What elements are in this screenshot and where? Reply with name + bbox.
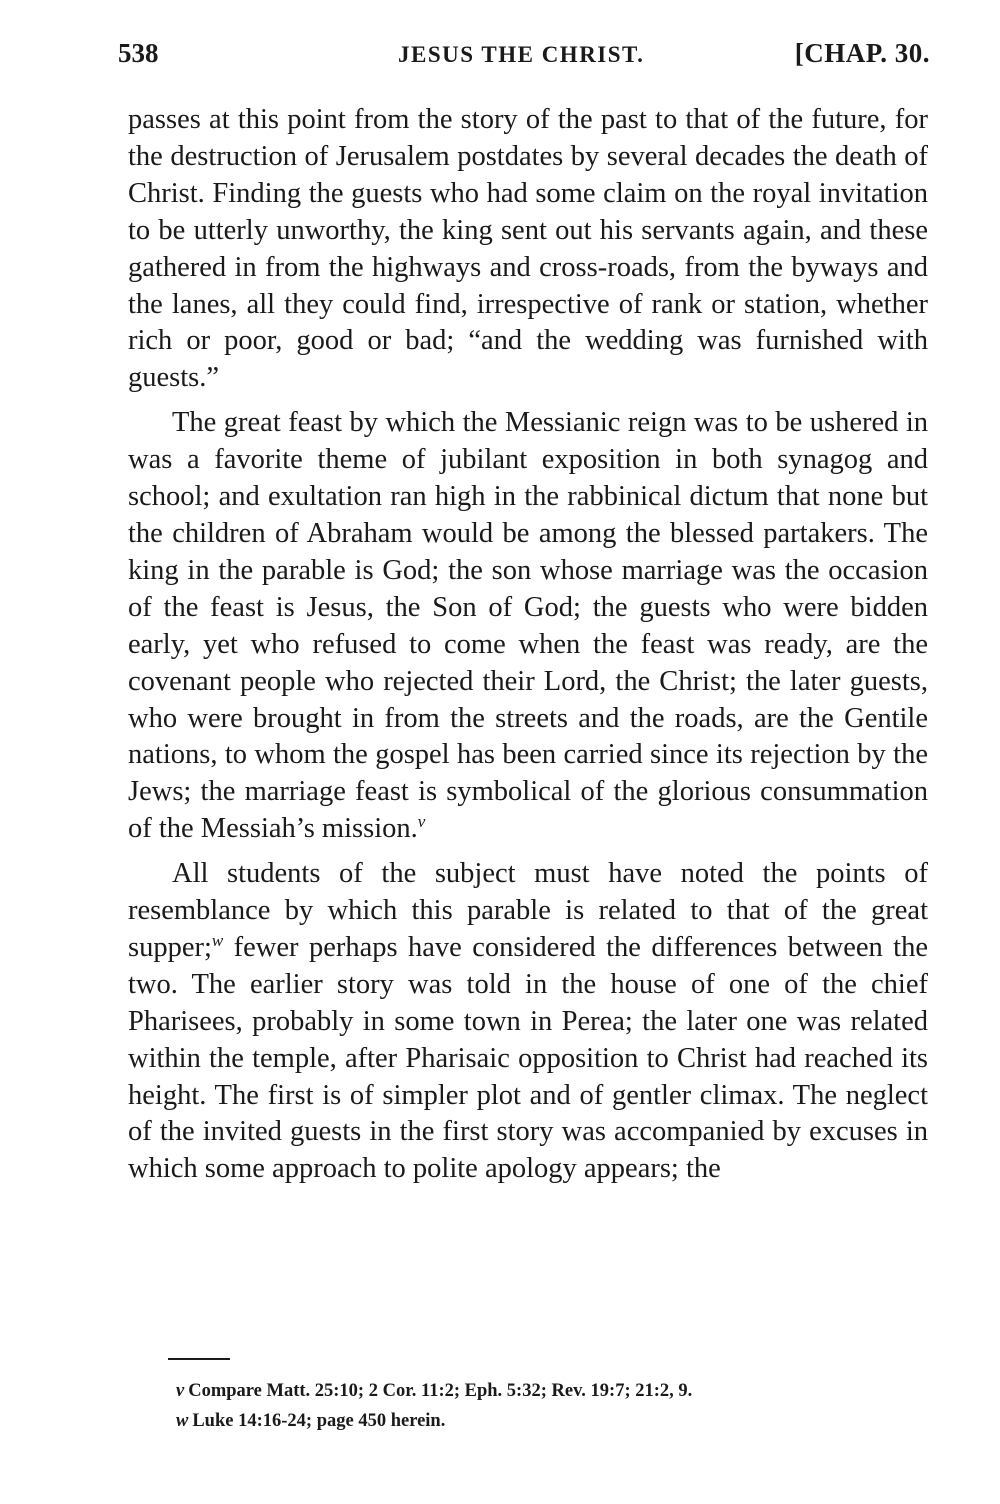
footnote-marker: w: [176, 1411, 189, 1431]
paragraph-3-text-start: All students of the subject must have noted the points of resemblance by which this parable is related to that of the great supper;: [128, 858, 928, 963]
paragraph: [128, 405, 928, 848]
paragraph-1-text: passes at this point from the story of the past to that of the future, for the destruction of Jerusalem postdates by several decades the death of Christ. Finding the guests who had some claim on the royal invitation to be utterly unworthy, the king sent out his servants again, and these gathered in from the highways and cross-roads, from the byways and the lanes, all they could find, irrespective of rank or station, whether rich or poor, good or bad; “and the wedding was furnished with guests.”: [128, 104, 928, 394]
paragraph-continued: [128, 102, 928, 397]
footnote-marker: v: [176, 1381, 185, 1401]
footnote-ref-w: w: [211, 930, 224, 950]
footnotes: [176, 1376, 916, 1436]
book-title: JESUS THE CHRIST.: [398, 42, 645, 67]
footnote-text: Luke 14:16-24; page 450 herein.: [192, 1411, 446, 1431]
body-text: [128, 102, 928, 1196]
paragraph-3-text-end: fewer perhaps have considered the differences between the two. The earlier story was told in the house of one of the chief Pharisees, probably in some town in Perea; the later one was related within the temple, after Pharisaic opposition to Christ had reached its height. The first is of simpler plot and of gentler climax. The neglect of the invited guests in the first story was accompanied by excuses in which some approach to polite apology appears; the: [128, 931, 928, 1185]
paragraph-2-text: The great feast by which the Messianic reign was to be ushered in was a favorite theme of jubilant exposition in both synagog and school; and exultation ran high in the rabbinical dictum that none but the children of Abraham would be among the blessed partakers. The king in the parable is God; the son whose marriage was the occasion of the feast is Jesus, the Son of God; the guests who were bidden early, yet who refused to come when the feast was ready, are the covenant people who rejected their Lord, the Christ; the later guests, who were brought in from the streets and the roads, are the Gentile nations, to whom the gospel has been carried since its rejection by the Jews; the marriage feast is symbolical of the glorious consummation of the Messiah’s mission.: [128, 407, 928, 845]
footnote: [176, 1406, 916, 1436]
paragraph: [128, 856, 928, 1188]
chapter-label: [CHAP. 30.: [794, 38, 930, 68]
running-header: [118, 38, 930, 82]
footnote-ref-v: v: [417, 812, 426, 832]
page-number: 538: [118, 38, 159, 68]
footnote: [176, 1376, 916, 1406]
footnote-text: Compare Matt. 25:10; 2 Cor. 11:2; Eph. 5:32; Rev. 19:7; 21:2, 9.: [188, 1381, 693, 1401]
footnote-divider: [168, 1358, 230, 1360]
